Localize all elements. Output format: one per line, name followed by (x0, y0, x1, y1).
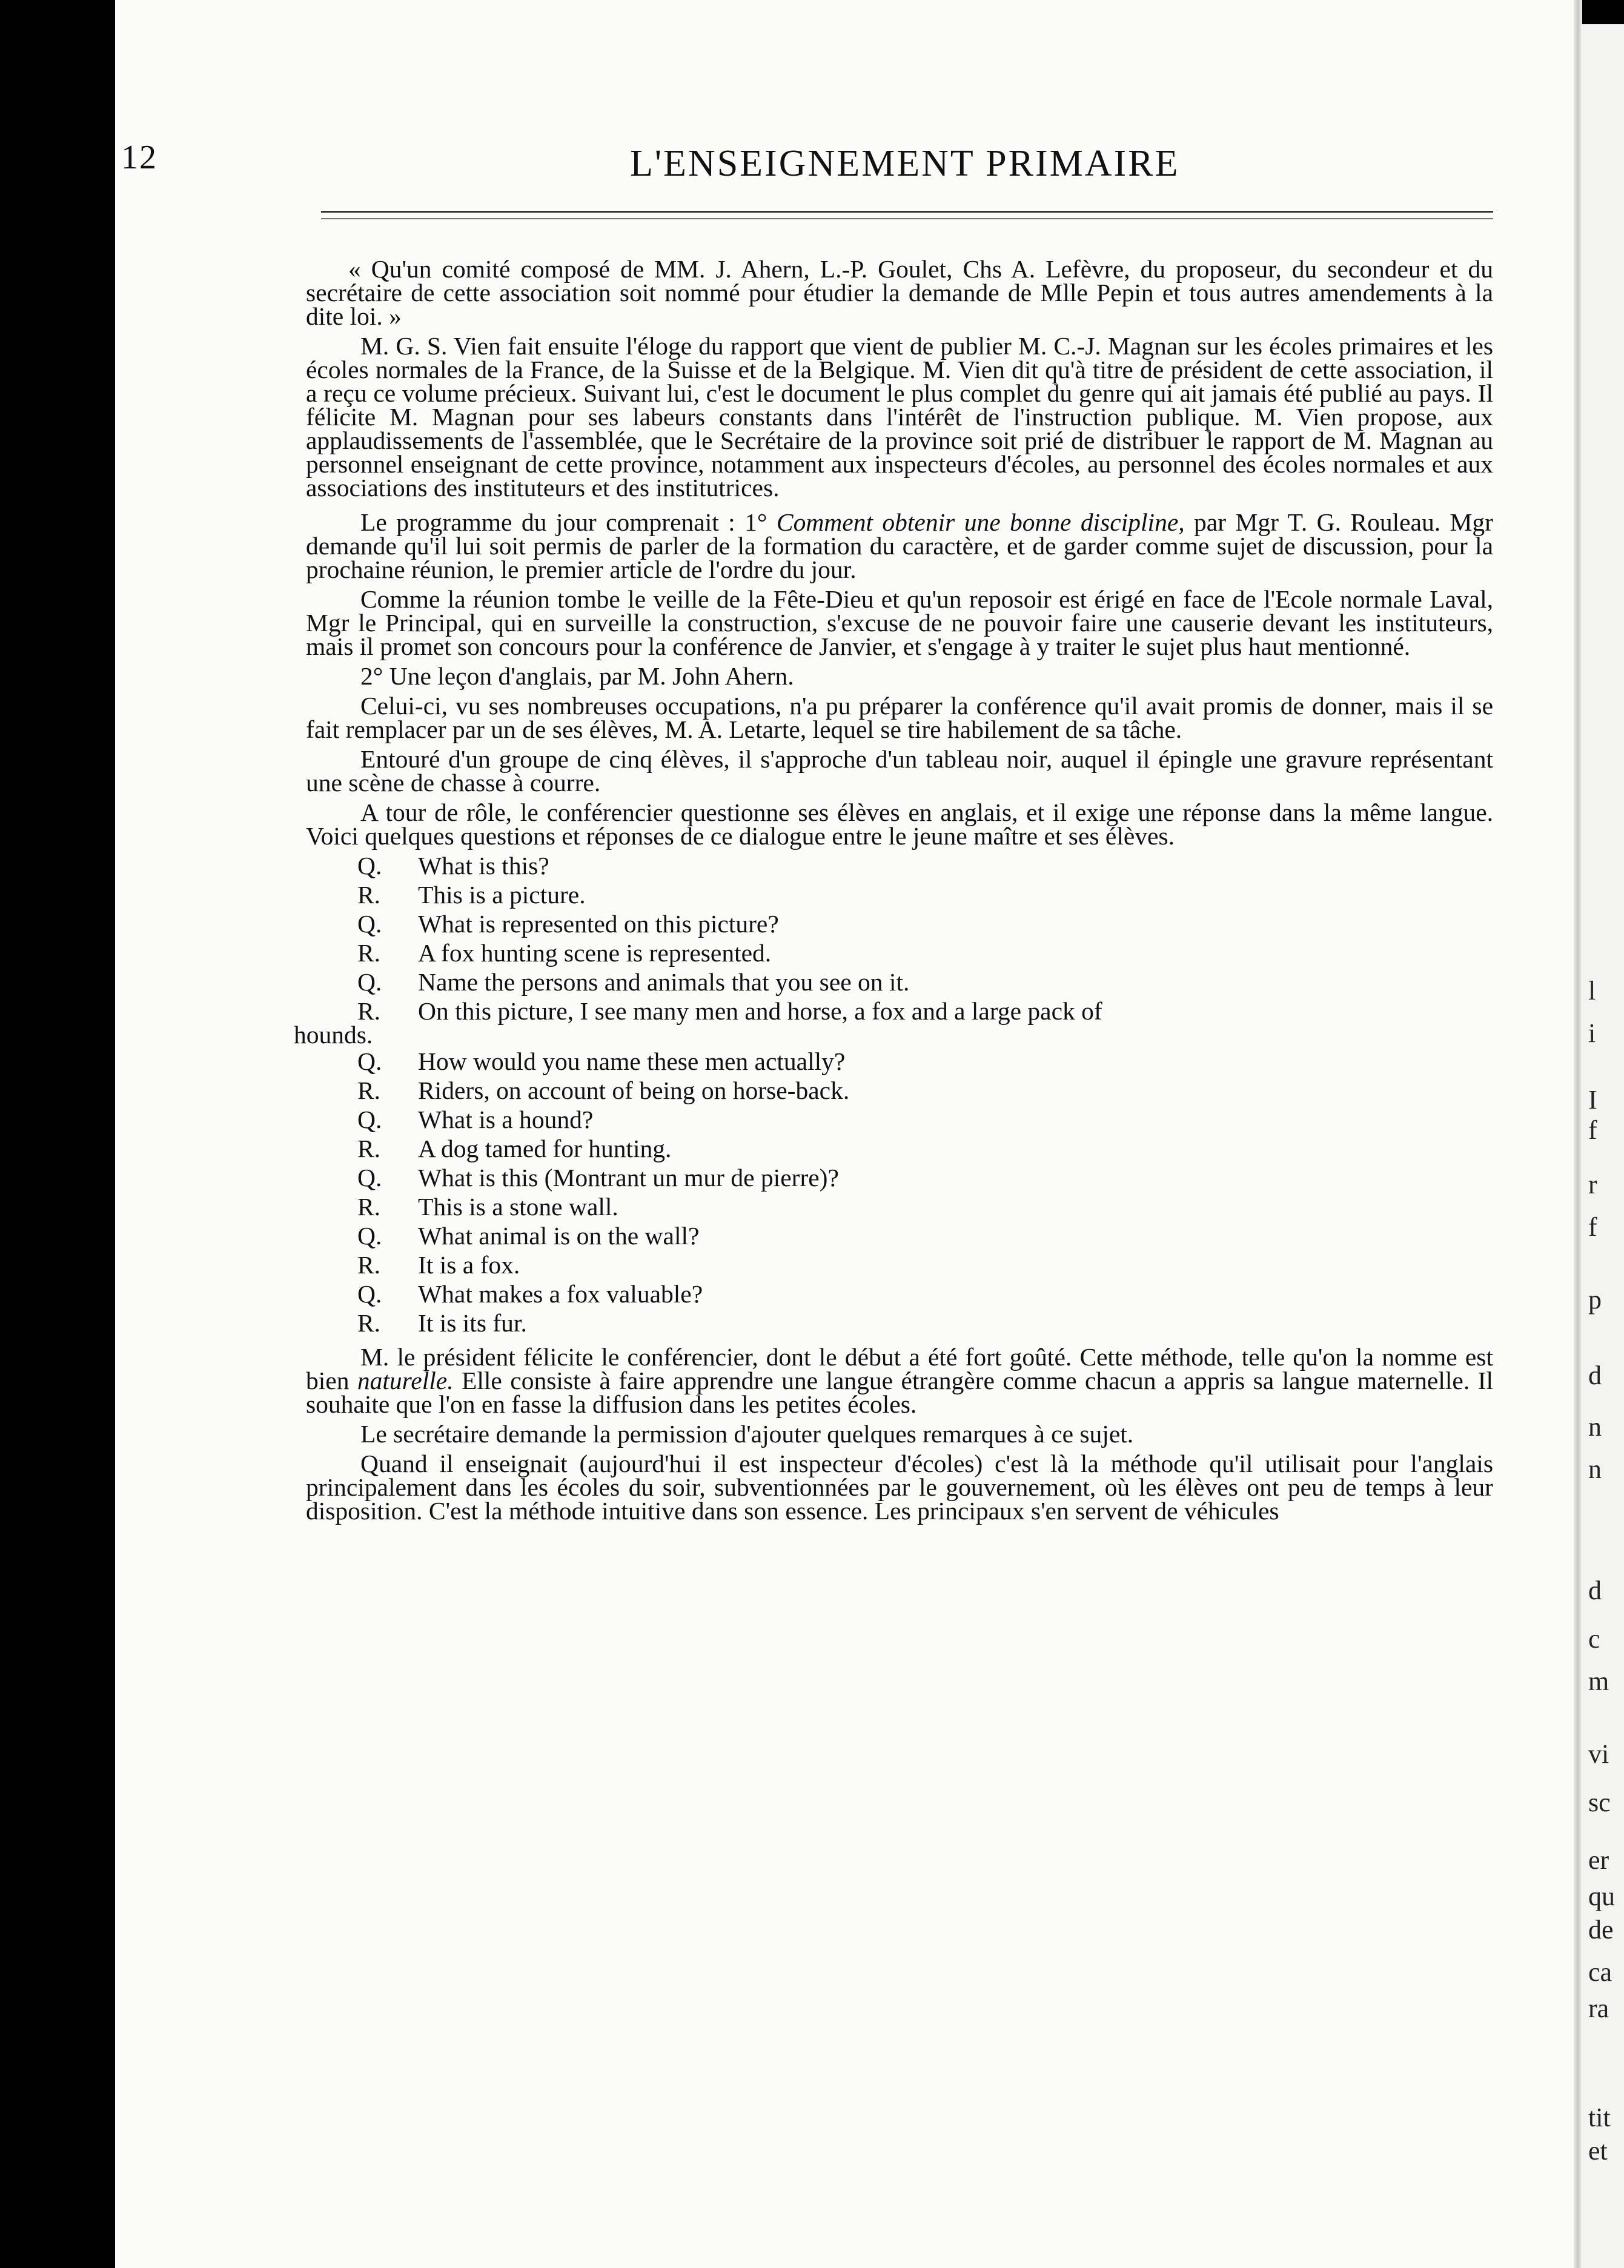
dialogue-line (306, 997, 1493, 1025)
header-rule-thin (321, 218, 1493, 219)
line-text: It is its fur. (418, 1309, 527, 1337)
line-text: A dog tamed for hunting. (418, 1135, 672, 1162)
paragraph (306, 1345, 1493, 1416)
programme-topic-text: par Mgr T. G. Rouleau. Mgr demande qu'il lui soit permis de parler de la formation du caractère, et de garder comme sujet de discussion, pour la prochaine réunion, le premier article de l'ordre du jour. (306, 508, 1493, 583)
line-text: What animal is on the wall? (418, 1222, 700, 1250)
dialogue-line (306, 941, 1493, 970)
dialogue-line (306, 1166, 1493, 1195)
speaker: R. (357, 1251, 381, 1279)
dialogue-line (306, 1108, 1493, 1137)
speaker: R. (357, 1193, 381, 1221)
line-text: How would you name these men actually? (418, 1047, 846, 1075)
adjacent-page-fragment: p (1588, 1285, 1602, 1315)
speaker: Q. (357, 1106, 382, 1133)
line-text: This is a picture. (418, 881, 586, 909)
adjacent-page-fragment: er (1588, 1845, 1609, 1875)
dialogue-line (306, 1047, 1493, 1079)
line-text: hounds. (294, 1021, 373, 1049)
adjacent-page-fragment: I (1588, 1085, 1597, 1115)
adjacent-page-fragment: d (1588, 1361, 1602, 1390)
paragraph: « Qu'un comité composé de MM. J. Ahern, L.-P. Goulet, Chs A. Lefèvre, du proposeur, du secondeur et du secrétaire de cette association soit nommé pour étudier la demande de Mlle Pepin et tous autres amendements à la dite loi. » (306, 255, 1493, 330)
speaker: Q. (357, 1280, 382, 1308)
speaker: R. (357, 997, 381, 1025)
dialogue-line-continuation (294, 1021, 1493, 1050)
programme-topic-title: Comment obtenir une bonne discipline, (776, 508, 1185, 536)
adjacent-page-fragment: ca (1588, 1957, 1612, 1987)
dialogue-line (306, 1311, 1493, 1341)
speaker: R. (357, 1309, 381, 1337)
line-text: A fox hunting scene is represented. (418, 939, 772, 967)
paragraph: Quand il enseignait (aujourd'hui il est inspecteur d'écoles) c'est là la méthode qu'il utilisait pour l'anglais principalement dans les écoles du soir, subventionnées par le gouvernement, où les élèves ont peu de temps à leur disposition. C'est la méthode intuitive dans son essence. Les principaux s'en servent de véhicules (306, 1450, 1493, 1525)
header-rule (321, 211, 1493, 213)
paragraph: 2° Une leçon d'anglais, par M. John Ahern. (360, 662, 794, 690)
speaker: Q. (357, 1047, 382, 1075)
adjacent-page-fragment: d (1588, 1576, 1602, 1605)
dialogue-line (306, 1076, 1493, 1108)
line-text: This is a stone wall. (418, 1193, 618, 1221)
adjacent-page-fragment: tit (1588, 2103, 1611, 2132)
dialogue (294, 852, 1493, 1341)
dialogue-line (306, 912, 1493, 941)
line-text: Name the persons and animals that you see on it. (418, 968, 910, 996)
paragraph: Celui-ci, vu ses nombreuses occupations, n'a pu préparer la conférence qu'il avait promis de donner, mais il se fait remplacer par un de ses élèves, M. A. Letarte, lequel se tire habilement de sa tâche. (306, 692, 1493, 743)
adjacent-page-fragment: m (1588, 1666, 1609, 1696)
page-number: 12 (121, 139, 157, 176)
adjacent-page-fragment: r (1588, 1170, 1597, 1199)
adjacent-page-fragment: et (1588, 2136, 1608, 2166)
speaker: Q. (357, 910, 382, 938)
dialogue-line (306, 1253, 1493, 1282)
paragraph: Le secrétaire demande la permission d'ajouter quelques remarques à ce sujet. (360, 1420, 1134, 1448)
paragraph: Entouré d'un groupe de cinq élèves, il s'approche d'un tableau noir, auquel il épingle une gravure représentant une scène de chasse à courre. (306, 745, 1493, 797)
paragraph: Comme la réunion tombe le veille de la Fête-Dieu et qu'un reposoir est érigé en face de l'Ecole normale Laval, Mgr le Principal, qui en surveille la construction, s'excuse de ne pouvoir faire une causerie devant les instituteurs, mais il promet son concours pour la conférence de Janvier, et s'engage à y traiter le sujet plus haut mentionné. (306, 585, 1493, 660)
adjacent-page-fragment: l (1588, 976, 1596, 1006)
speaker: Q. (357, 968, 382, 996)
programme-paragraph (306, 508, 1493, 583)
dialogue-line (306, 1282, 1493, 1311)
line-text: What is this? (418, 852, 549, 880)
adjacent-page-fragment: c (1588, 1624, 1600, 1654)
closing-text: Elle consiste à faire apprendre une langue étrangère comme chacun a appris sa langue maternelle. Il souhaite que l'on en fasse la diffusion dans les petites écoles. (306, 1367, 1493, 1418)
closing-emphasis: naturelle. (357, 1367, 454, 1394)
adjacent-page-fragment: n (1588, 1454, 1602, 1484)
dialogue-line (306, 970, 1493, 1000)
dialogue-line (306, 1195, 1493, 1224)
speaker: R. (357, 1135, 381, 1162)
adjacent-page-fragment: i (1588, 1018, 1596, 1048)
speaker: Q. (357, 1222, 382, 1250)
dialogue-line (306, 1137, 1493, 1166)
speaker: R. (357, 881, 381, 909)
adjacent-page-fragment: f (1588, 1115, 1597, 1145)
speaker: R. (357, 939, 381, 967)
line-text: What is this (Montrant un mur de pierre)? (418, 1164, 839, 1192)
paragraph: M. G. S. Vien fait ensuite l'éloge du rapport que vient de publier M. C.-J. Magnan sur les écoles primaires et les écoles normales de la France, de la Suisse et de la Belgique. M. Vien dit qu'à titre de président de cette association, il a reçu ce volume précieux. Suivant lui, c'est le document le plus complet du genre qui ait jamais été publié au pays. Il félicite M. Magnan pour ses labeurs constants dans l'intérêt de l'instruction publique. M. Vien propose, aux applaudissements de l'assemblée, que le Secrétaire de la province soit prié de distribuer le rapport de M. Magnan au personnel enseignant de cette province, notamment aux inspecteurs d'écoles, au personnel des écoles normales et aux associations des instituteurs et des institutrices. (306, 332, 1493, 502)
adjacent-page-fragment: f (1588, 1212, 1597, 1242)
speaker: Q. (357, 1164, 382, 1192)
dialogue-line (306, 854, 1493, 883)
programme-intro: Le programme du jour comprenait : 1° (360, 508, 777, 536)
paragraph: A tour de rôle, le conférencier questionne ses élèves en anglais, et il exige une réponse dans la même langue. Voici quelques questions et réponses de ce dialogue entre le jeune maître et ses élèves. (306, 798, 1493, 850)
line-text: It is a fox. (418, 1251, 520, 1279)
dialogue-line (306, 883, 1493, 912)
adjacent-page-fragment: qu (1588, 1882, 1615, 1911)
running-title: L'ENSEIGNEMENT PRIMAIRE (630, 143, 1180, 184)
line-text: What makes a fox valuable? (418, 1280, 703, 1308)
adjacent-page-fragment: sc (1588, 1788, 1611, 1817)
dialogue-line (306, 1224, 1493, 1253)
speaker: R. (357, 1076, 381, 1104)
speaker: Q. (357, 852, 382, 880)
adjacent-page-fragment: n (1588, 1412, 1602, 1442)
adjacent-page-fragment: ra (1588, 1994, 1609, 2023)
line-text: On this picture, I see many men and horse, a fox and a large pack of (418, 997, 1102, 1025)
closing-text: M. le président félicite le conférencier, dont le début a été fort goûté. Cette méthode, telle qu'on la nomme est bien (306, 1343, 1493, 1394)
adjacent-page-fragment: de (1588, 1915, 1614, 1945)
line-text: Riders, on account of being on horse-back. (418, 1076, 850, 1104)
article-body (294, 255, 1493, 1529)
line-text: What is a hound? (418, 1106, 594, 1133)
line-text: What is represented on this picture? (418, 910, 779, 938)
adjacent-page-fragment: vi (1588, 1739, 1609, 1769)
